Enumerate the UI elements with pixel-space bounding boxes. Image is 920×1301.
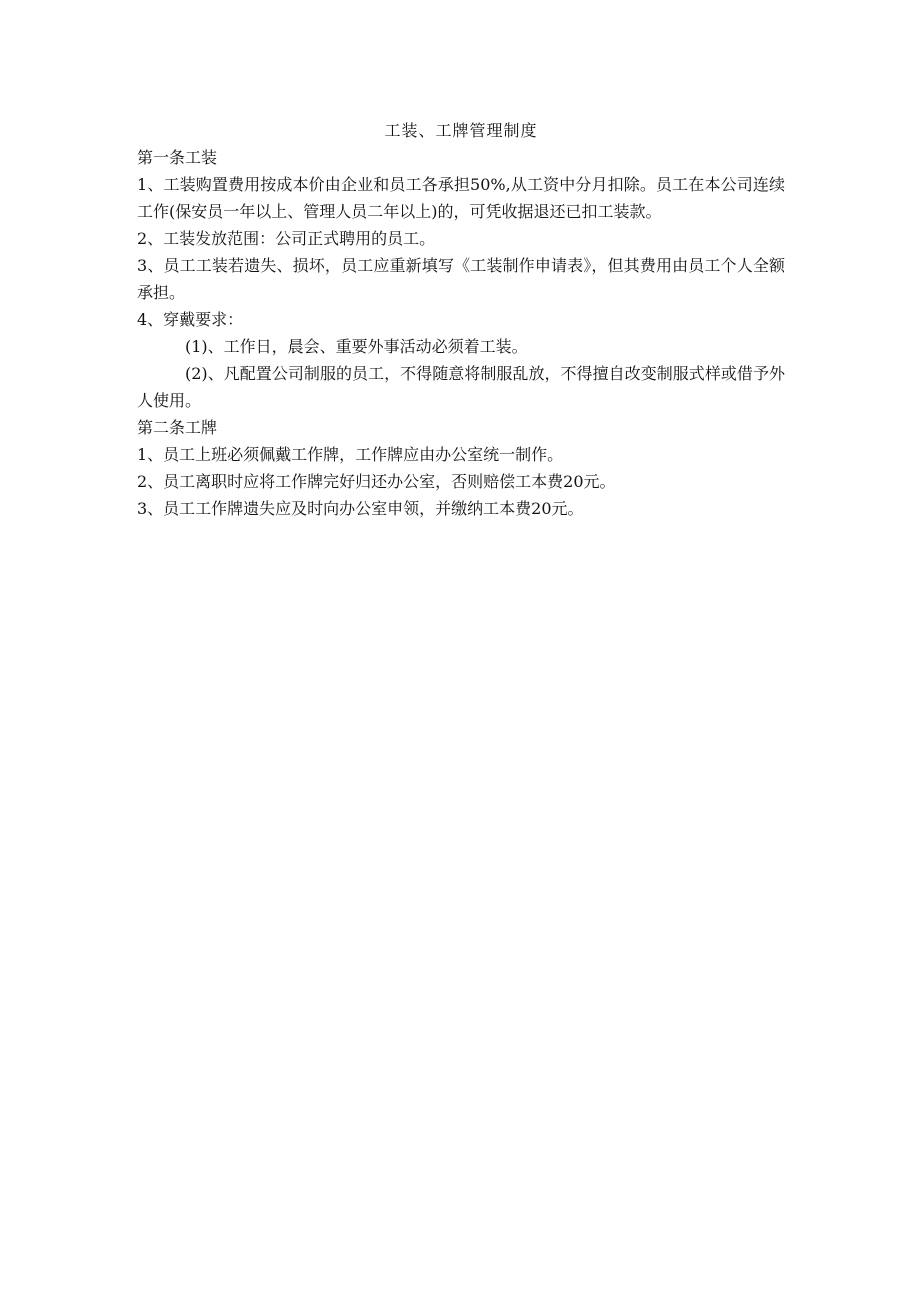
section-1-item-4: 4、穿戴要求： [137, 310, 244, 329]
document-body [137, 117, 785, 522]
section-1-heading: 第一条工装 [137, 148, 218, 167]
section-2-item-2: 2、员工离职时应将工作牌完好归还办公室，否则赔偿工本费20元。 [137, 472, 616, 491]
section-1-item-2: 2、工装发放范围：公司正式聘用的员工。 [137, 229, 436, 248]
section-2-heading: 第二条工牌 [137, 418, 218, 437]
section-1-item-3: 3、员工工装若遗失、损坏，员工应重新填写《工装制作申请表》，但其费用由员工个人全额承担。 [137, 256, 785, 302]
section-2-item-1: 1、员工上班必须佩戴工作牌，工作牌应由办公室统一制作。 [137, 445, 564, 464]
section-1-subitem-2: (2)、凡配置公司制服的员工，不得随意将制服乱放，不得擅自改变制服式样或借予外人使用。 [137, 364, 785, 410]
section-2-item-3: 3、员工工作牌遗失应及时向办公室申领，并缴纳工本费20元。 [137, 499, 584, 518]
document-title: 工装、工牌管理制度 [384, 121, 538, 140]
section-1-subitem-1: (1)、工作日，晨会、重要外事活动必须着工装。 [185, 337, 528, 356]
section-1-item-1: 1、工装购置费用按成本价由企业和员工各承担50%,从工资中分月扣除。员工在本公司连续工作(保安员一年以上、管理人员二年以上)的，可凭收据退还已扣工装款。 [137, 175, 785, 221]
